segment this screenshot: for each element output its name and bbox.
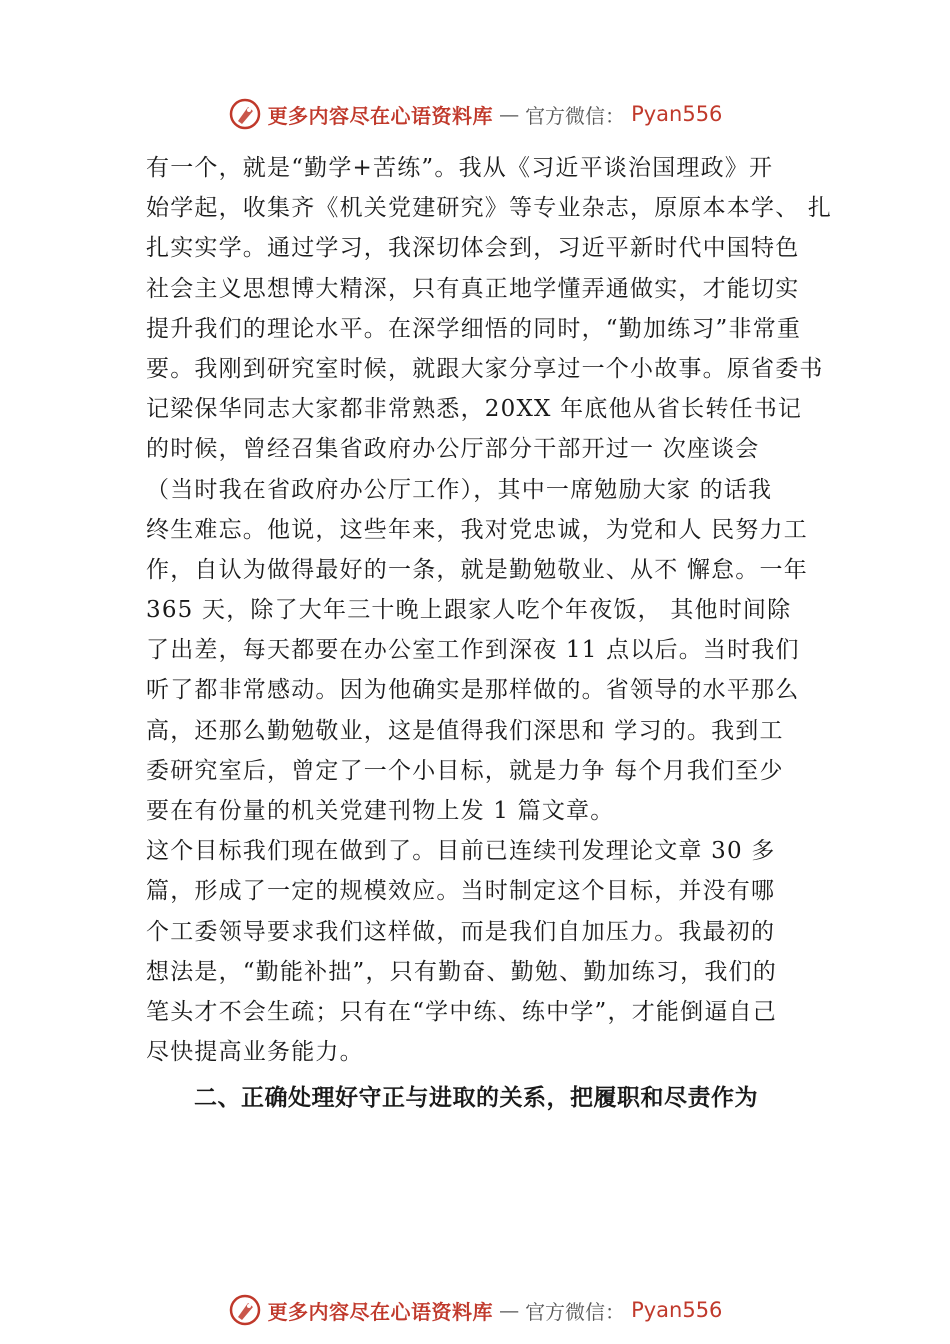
body-line: 扎实实学。通过学习，我深切体会到，习近平新时代中国特色 <box>146 235 800 262</box>
watermark-separator: — <box>499 102 520 126</box>
body-line: 委研究室后，曾定了一个小目标，就是力争 每个月我们至少 <box>146 757 784 784</box>
body-line: 个工委领导要求我们这样做，而是我们自加压力。我最初的 <box>146 918 776 945</box>
pen-nib-circle-icon <box>228 1293 262 1327</box>
body-line: 的时候，曾经召集省政府办公厅部分干部开过一 次座谈会 <box>146 436 760 463</box>
body-line: 想法是，“勤能补拙”，只有勤奋、勤勉、勤加练习，我们的 <box>146 958 777 985</box>
body-line: 记梁保华同志大家都非常熟悉，20XX 年底他从省长转任书记 <box>146 396 803 423</box>
body-line: （当时我在省政府办公厅工作），其中一席勉励大家 的话我 <box>146 476 773 503</box>
body-line: 要在有份量的机关党建刊物上发 1 篇文章。 <box>146 798 615 824</box>
body-line: 社会主义思想博大精深，只有真正地学懂弄通做实，才能切实 <box>146 275 800 302</box>
body-line: 作，自认为做得最好的一条，就是勤勉敬业、从不 懈怠。一年 <box>146 556 808 583</box>
body-line: 终生难忘。他说，这些年来，我对党忠诚，为党和人 民努力工 <box>146 516 808 543</box>
watermark-text: 更多内容尽在心语资料库 <box>267 103 494 128</box>
watermark-official-label: 官方微信： <box>525 103 626 128</box>
watermark-text: 更多内容尽在心语资料库 <box>267 1299 494 1324</box>
watermark-separator: — <box>499 1298 520 1322</box>
body-line: 听了都非常感动。因为他确实是那样做的。省领导的水平那么 <box>146 677 800 704</box>
body-line: 篇，形成了一定的规模效应。当时制定这个目标，并没有哪 <box>146 878 776 905</box>
section-heading: 二、正确处理好守正与进取的关系，把履职和尽责作为 <box>194 1085 758 1112</box>
document-body <box>146 148 836 1118</box>
body-line: 高，还那么勤勉敬业，这是值得我们深思和 学习的。我到工 <box>146 717 784 744</box>
watermark-wechat-id: Pyan556 <box>631 1298 723 1322</box>
body-line: 尽快提高业务能力。 <box>146 1039 364 1066</box>
body-line: 了出差，每天都要在办公室工作到深夜 11 点以后。当时我们 <box>146 637 800 664</box>
body-line: 始学起，收集齐《机关党建研究》等专业杂志，原原本本学、 扎 <box>146 195 833 222</box>
body-line: 提升我们的理论水平。在深学细悟的同时，“勤加练习”非常重 <box>146 315 802 342</box>
watermark-footer <box>0 1290 950 1330</box>
watermark-official-label: 官方微信： <box>525 1299 626 1324</box>
pen-nib-circle-icon <box>228 97 262 131</box>
watermark-header <box>0 94 950 134</box>
body-line: 笔头才不会生疏；只有在“学中练、练中学”，才能倒逼自己 <box>146 998 777 1025</box>
body-line: 这个目标我们现在做到了。目前已连续刊发理论文章 30 多 <box>146 838 776 865</box>
body-line: 365 天，除了大年三十晚上跟家人吃个年夜饭， 其他时间除 <box>146 597 792 624</box>
body-line: 有一个，就是“勤学+苦练”。我从《习近平谈治国理政》开 <box>146 155 774 181</box>
watermark-wechat-id: Pyan556 <box>631 102 723 126</box>
body-line: 要。我刚到研究室时候，就跟大家分享过一个小故事。原省委书 <box>146 355 824 382</box>
